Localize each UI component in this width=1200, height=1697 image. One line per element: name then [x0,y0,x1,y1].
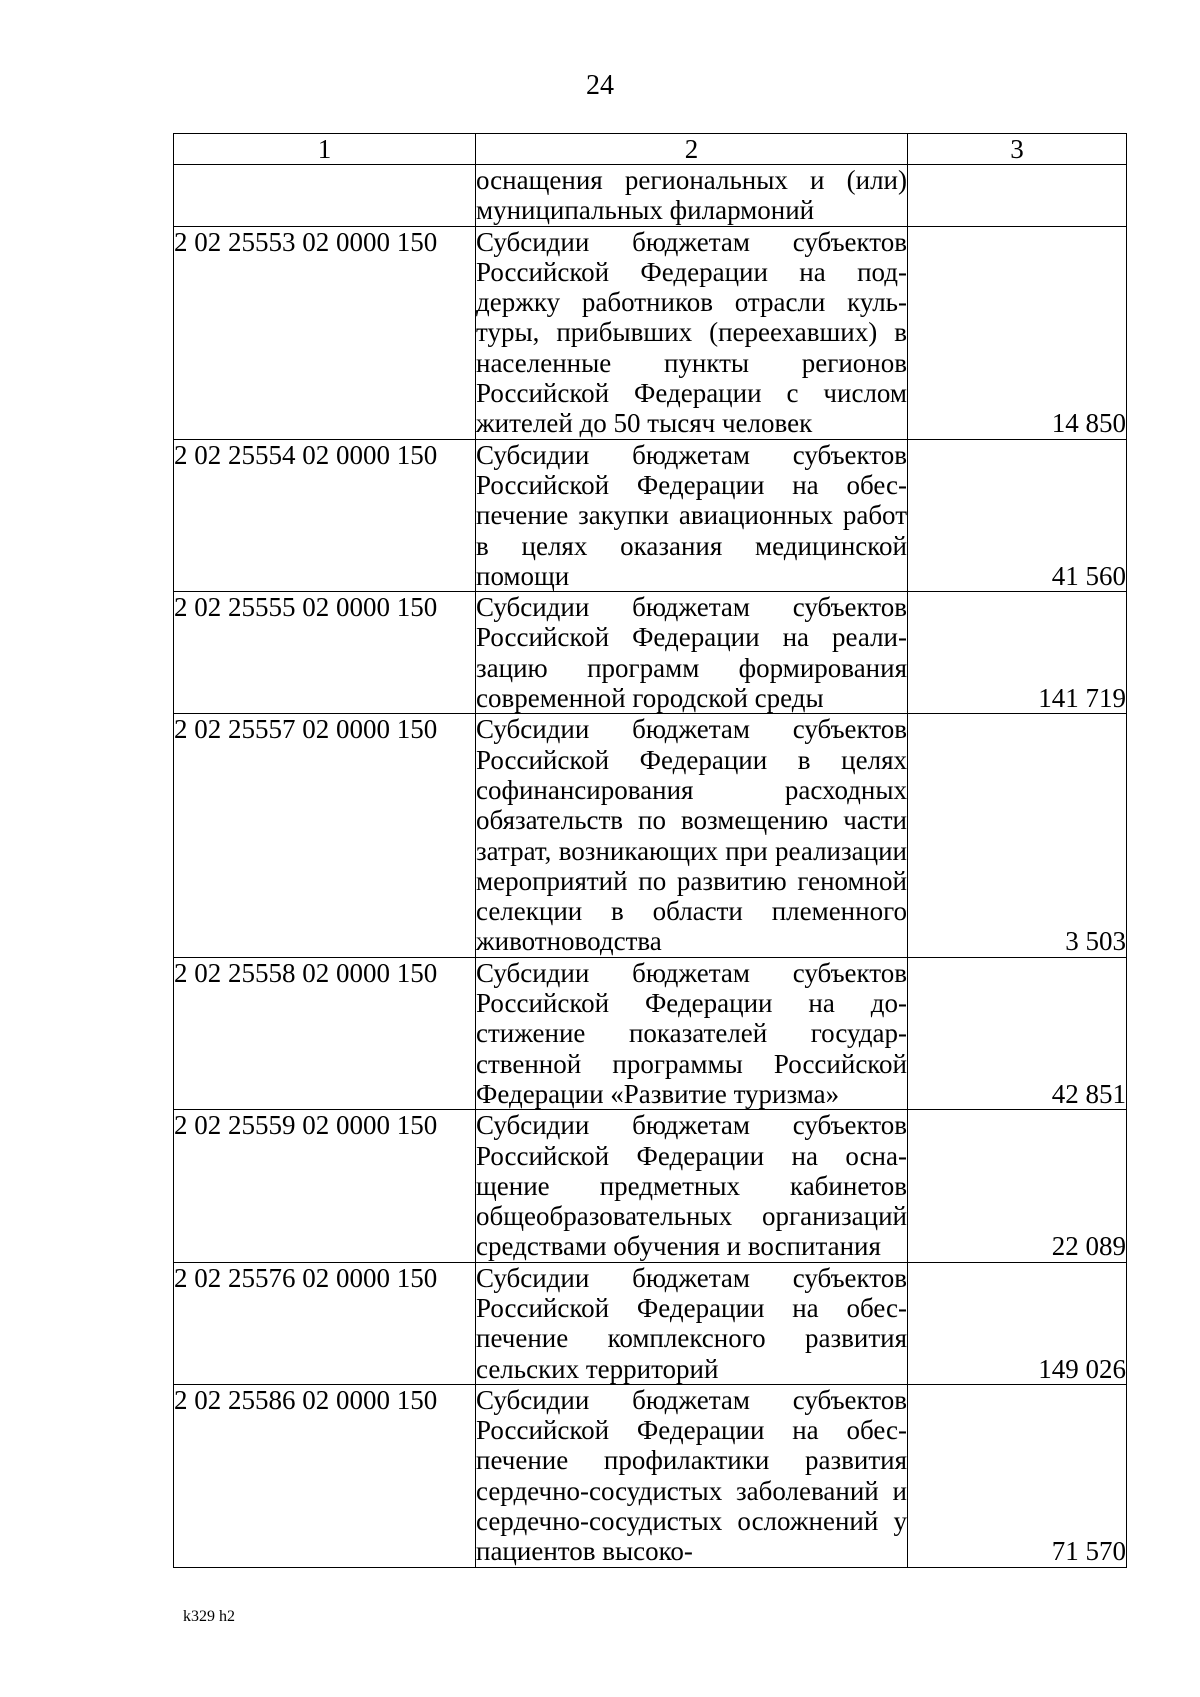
table-row [174,1262,1127,1384]
budget-table [173,133,1127,1568]
continuation-description: оснащения региональных и (или) муниципальных филармоний [476,165,907,226]
row-code: 2 02 25553 02 0000 150 [174,226,476,439]
row-code: 2 02 25557 02 0000 150 [174,714,476,957]
row-description: Субсидии бюджетам субъектов Российской Федерации на обеспечение комплексного развития сельских территорий [476,1262,907,1384]
row-amount: 149 026 [908,1262,1127,1384]
row-amount: 14 850 [908,226,1127,439]
continuation-amount-cell [908,165,1127,227]
row-code: 2 02 25554 02 0000 150 [174,439,476,591]
table-row [174,439,1127,591]
table-row [174,1110,1127,1262]
header-row [174,134,1127,165]
row-description: Субсидии бюджетам субъектов Российской Федерации на обеспечение профилактики развития сердечно-сосудистых заболеваний и сердечно-сосудистых осложнений у пациентов высоко- [476,1384,907,1567]
column-header-2: 2 [476,134,908,165]
row-amount: 3 503 [908,714,1127,957]
row-description: Субсидии бюджетам субъектов Российской Федерации в целях софинансирования расходных обязательств по возмещению части затрат, возникающих при реализации мероприятий по развитию геномной селекции в области племенного животноводства [476,714,907,957]
row-code: 2 02 25586 02 0000 150 [174,1384,476,1567]
row-description: Субсидии бюджетам субъектов Российской Федерации на оснащение предметных кабинетов общеобразовательных организаций средствами обучения и воспитания [476,1110,907,1262]
column-header-1: 1 [174,134,476,165]
table-row [174,957,1127,1109]
continuation-row [174,165,1127,227]
row-amount: 41 560 [908,439,1127,591]
row-code: 2 02 25576 02 0000 150 [174,1262,476,1384]
row-description: Субсидии бюджетам субъектов Российской Федерации на достижение показателей государственной программы Российской Федерации «Развитие туризма» [476,957,907,1109]
row-code: 2 02 25559 02 0000 150 [174,1110,476,1262]
continuation-code-cell [174,165,476,227]
footer-document-code: k329 h2 [183,1608,235,1625]
column-header-3: 3 [908,134,1127,165]
page-number: 24 [586,70,614,101]
table-row [174,226,1127,439]
table-row [174,592,1127,714]
row-code: 2 02 25555 02 0000 150 [174,592,476,714]
row-code: 2 02 25558 02 0000 150 [174,957,476,1109]
table-row [174,714,1127,957]
row-amount: 71 570 [908,1384,1127,1567]
row-amount: 22 089 [908,1110,1127,1262]
row-description: Субсидии бюджетам субъектов Российской Федерации на обеспечение закупки авиационных работ в целях оказания медицинской помощи [476,439,907,591]
row-amount: 42 851 [908,957,1127,1109]
table-row [174,1384,1127,1567]
row-description: Субсидии бюджетам субъектов Российской Федерации на реализацию программ формирования современной городской среды [476,592,907,714]
row-amount: 141 719 [908,592,1127,714]
row-description: Субсидии бюджетам субъектов Российской Федерации на поддержку работников отрасли культуры, прибывших (переехавших) в населенные пункты регионов Российской Федерации с числом жителей до 50 тысяч человек [476,226,907,439]
